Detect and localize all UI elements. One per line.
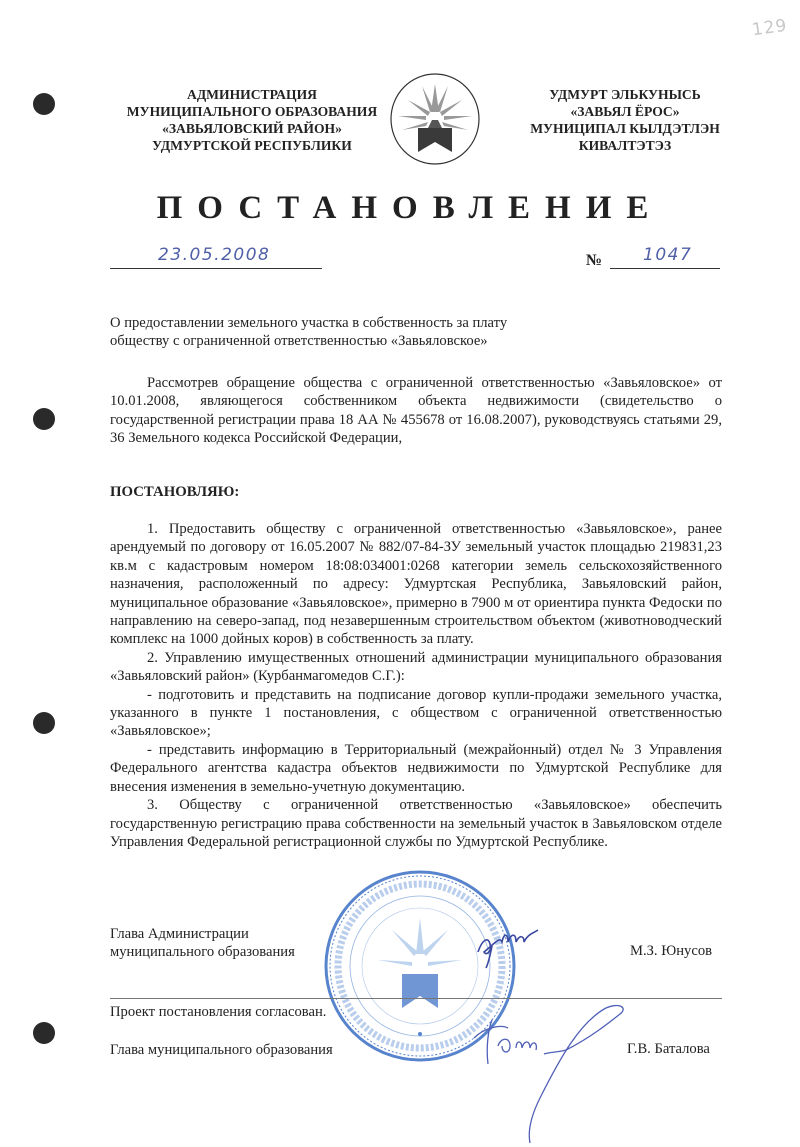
date-underline xyxy=(110,268,322,269)
binder-hole xyxy=(33,712,55,734)
signatory-name: М.З. Юнусов xyxy=(630,943,713,959)
decree-item-2a: - подготовить и представить на подписание договор купли-продажи земельного участка, указанного в пункте 1 постановления, с обществом с ограниченной ответственностью «Завьяловское»; xyxy=(110,686,722,740)
subject-line: обществу с ограниченной ответственностью «Завьяловское» xyxy=(110,333,488,349)
decree-item-2b: - представить информацию в Территориальный (межрайонный) отдел № 3 Управления Федерального агентства кадастра объектов недвижимости по Удмуртской Республике для внесения изменения в земельно-учетную документацию. xyxy=(110,741,722,795)
signature-batalova xyxy=(470,998,630,1147)
header-left-block xyxy=(112,86,392,154)
emblem-icon xyxy=(388,72,482,166)
signatory-position-line: муниципального образования xyxy=(110,944,295,961)
header-right-line: КИВАЛТЭТЭЗ xyxy=(578,138,672,153)
header-right-line: «ЗАВЬЯЛ ЁРОС» xyxy=(570,104,680,119)
signatory-position xyxy=(110,925,295,962)
handwritten-page-number: 129 xyxy=(750,15,789,41)
binder-hole xyxy=(33,408,55,430)
decree-item-1: 1. Предоставить обществу с ограниченной ответственностью «Завьяловское», ранее арендуемый по договору от 16.05.2007 № 882/07-84-ЗУ земельный участок площадью 219831,23 кв.м с кадастровым номером 18:08:034001:0268 категории земель сельскохозяйственного назначения, расположенный по адресу: Удмуртская Республика, Завьяловский район, муниципальное образование «Завьяловское», примерно в 7900 м от ориентира пункта Федоски по направлению на северо-запад, под незавершенным строительством объектом (животноводческий комплекс на 1000 дойных коров) в собственность за плату. xyxy=(110,521,722,648)
binder-hole xyxy=(33,1022,55,1044)
preamble-text: Рассмотрев обращение общества с ограниченной ответственностью «Завьяловское» от 10.01.2008, являющегося собственником объекта недвижимости (свидетельство о государственной регистрации права 18 АА № 455678 от 16.08.2007), руководствуясь статьями 29, 36 Земельного кодекса Российской Федерации, xyxy=(110,375,722,447)
header-left-line: УДМУРТСКОЙ РЕСПУБЛИКИ xyxy=(152,138,352,153)
subject-line: О предоставлении земельного участка в собственность за плату xyxy=(110,315,508,331)
header-right-line: УДМУРТ ЭЛЬКУНЫСЬ xyxy=(549,87,701,102)
document-number: 1047 xyxy=(643,245,693,265)
number-underline xyxy=(610,268,720,269)
approval-note: Проект постановления согласован. xyxy=(110,1004,327,1020)
document-date: 23.05.2008 xyxy=(158,245,271,265)
decree-heading: ПОСТАНОВЛЯЮ: xyxy=(110,484,240,500)
binder-hole xyxy=(33,93,55,115)
decree-items xyxy=(110,520,722,851)
header-left-line: МУНИЦИПАЛЬНОГО ОБРАЗОВАНИЯ xyxy=(126,104,378,119)
signatory-position-line: Глава Администрации xyxy=(110,926,249,942)
header-left-line: АДМИНИСТРАЦИЯ xyxy=(187,87,317,102)
header-right-block xyxy=(518,86,732,154)
document-subject xyxy=(110,314,507,350)
decree-item-2: 2. Управлению имущественных отношений администрации муниципального образования «Завьяловский район» (Курбанмагомедов С.Г.): xyxy=(110,649,722,685)
document-title: ПОСТАНОВЛЕНИЕ xyxy=(156,190,664,226)
header-right-line: МУНИЦИПАЛ КЫЛДЭТЛЭН xyxy=(530,121,720,136)
approver-position: Глава муниципального образования xyxy=(110,1042,333,1058)
preamble xyxy=(110,374,722,448)
separator-line xyxy=(110,998,722,999)
approver-name: Г.В. Баталова xyxy=(627,1041,710,1057)
number-sign: № xyxy=(586,252,603,269)
signature-yunusov xyxy=(472,922,544,972)
header-left-line: «ЗАВЬЯЛОВСКИЙ РАЙОН» xyxy=(162,121,342,136)
decree-item-3: 3. Обществу с ограниченной ответственностью «Завьяловское» обеспечить государственную регистрацию права собственности на земельный участок в Завьяловском отделе Управления Федеральной регистрационной службы по Удмуртской Республике. xyxy=(110,797,722,850)
